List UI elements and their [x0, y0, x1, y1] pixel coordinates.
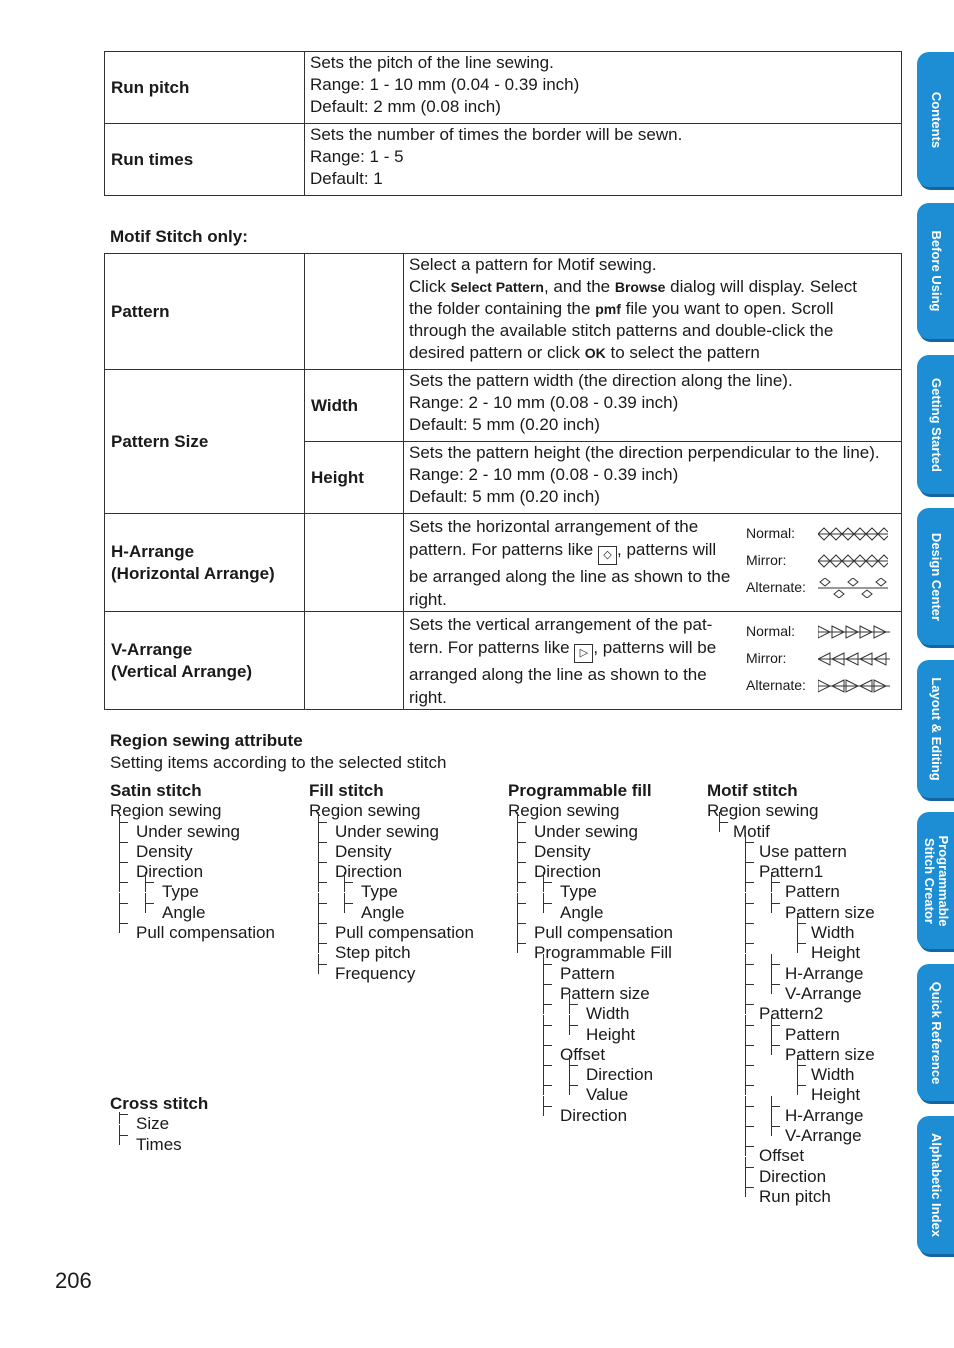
- satin-stitch-tree: Satin stitch Region sewing Under sewing Density Direction Type Angle Pull compensation: [110, 781, 275, 943]
- diamond-pattern-icon: ◇: [598, 546, 617, 565]
- programmable-fill-tree: Programmable fill Region sewing Under sewing Density Direction Type Angle Pull compensation Programmable Fill Pattern Pattern size Width Height Offset Direction Value Direction: [508, 781, 673, 1125]
- motif-table: [104, 253, 902, 710]
- triangle-pattern-icon: ▷: [574, 644, 593, 663]
- tab-layout-editing[interactable]: Layout & Editing: [917, 660, 954, 798]
- page-number: 206: [55, 1268, 92, 1293]
- h-arrange-samples: Normal: Mirror: Alternate:: [746, 520, 888, 601]
- cross-stitch-tree: Cross stitch Size Times: [110, 1094, 209, 1154]
- motif-stitch-tree: Motif stitch Region sewing Motif Use pattern Pattern1 Pattern Pattern size Width Height H-Arrange V-Arrange Pattern2 Pattern Pattern size Width Height H-Arrange V-Arrange Offset Direction Run pitch: [707, 781, 875, 1206]
- tab-design-center[interactable]: Design Center: [917, 508, 954, 645]
- tree-item: Direction: [110, 862, 275, 882]
- tree-item: Pull compensation: [110, 923, 275, 943]
- height-desc: Sets the pattern height (the direction perpendicular to the line). Range: 2 - 10 mm (0.08 - 0.39 inch) Default: 5 mm (0.20 inch): [404, 442, 902, 514]
- tab-programmable-stitch-creator[interactable]: Programmable Stitch Creator: [917, 812, 954, 949]
- diamond-mirror-icon: [818, 554, 888, 568]
- width-label: Width: [305, 370, 404, 442]
- height-label: Height: [305, 442, 404, 514]
- triangle-mirror-icon: [818, 652, 890, 666]
- width-desc: Sets the pattern width (the direction along the line). Range: 2 - 10 mm (0.08 - 0.39 inch) Default: 5 mm (0.20 inch): [404, 370, 902, 442]
- run-pitch-desc: Sets the pitch of the line sewing. Range: 1 - 10 mm (0.04 - 0.39 inch) Default: 2 mm (0.08 inch): [305, 52, 902, 124]
- v-arrange-label: V-Arrange (Vertical Arrange): [105, 612, 305, 710]
- tree-item: Type: [110, 882, 275, 902]
- tab-before-using[interactable]: Before Using: [917, 203, 954, 339]
- tree-item: Angle: [110, 903, 275, 923]
- run-times-label: Run times: [105, 124, 305, 196]
- pattern-desc: Select a pattern for Motif sewing. Click Select Pattern, and the Browse dialog will display. Select the folder containing the pmf file you want to open. Scroll through the available stitch patterns and double-click the desired pattern or click OK to select the pattern: [404, 254, 902, 370]
- tab-getting-started[interactable]: Getting Started: [917, 355, 954, 494]
- tab-quick-reference[interactable]: Quick Reference: [917, 964, 954, 1101]
- run-pitch-label: Run pitch: [105, 52, 305, 124]
- v-arrange-samples: Normal: Mirror: Alternate:: [746, 618, 890, 699]
- tree-item: Under sewing: [110, 822, 275, 842]
- region-subheading: Setting items according to the selected stitch: [110, 753, 447, 772]
- tab-alphabetic-index[interactable]: Alphabetic Index: [917, 1116, 954, 1254]
- tab-contents[interactable]: Contents: [917, 52, 954, 187]
- pattern-label: Pattern: [105, 254, 305, 370]
- motif-heading: Motif Stitch only:: [110, 227, 248, 246]
- h-arrange-label: H-Arrange (Horizontal Arrange): [105, 514, 305, 612]
- run-settings-table: [104, 51, 902, 196]
- triangle-normal-icon: [818, 625, 890, 639]
- region-heading: Region sewing attribute: [110, 731, 303, 750]
- diamond-alternate-icon: [818, 578, 888, 598]
- pattern-size-label: Pattern Size: [105, 370, 305, 514]
- fill-stitch-tree: Fill stitch Region sewing Under sewing Density Direction Type Angle Pull compensation Step pitch Frequency: [309, 781, 474, 983]
- tree-item: Density: [110, 842, 275, 862]
- v-arrange-desc: Sets the vertical arrangement of the pat- tern. For patterns like ▷ , patterns will be arranged along the line as shown to the right. Normal: Mirror: Alternate:: [404, 612, 902, 710]
- triangle-alternate-icon: [818, 679, 890, 693]
- h-arrange-desc: Sets the horizontal arrangement of the pattern. For patterns like ◇ , patterns will be arranged along the line as shown to the right. Normal: Mirror: Alternate:: [404, 514, 902, 612]
- run-times-desc: Sets the number of times the border will be sewn. Range: 1 - 5 Default: 1: [305, 124, 902, 196]
- diamond-normal-icon: [818, 527, 888, 541]
